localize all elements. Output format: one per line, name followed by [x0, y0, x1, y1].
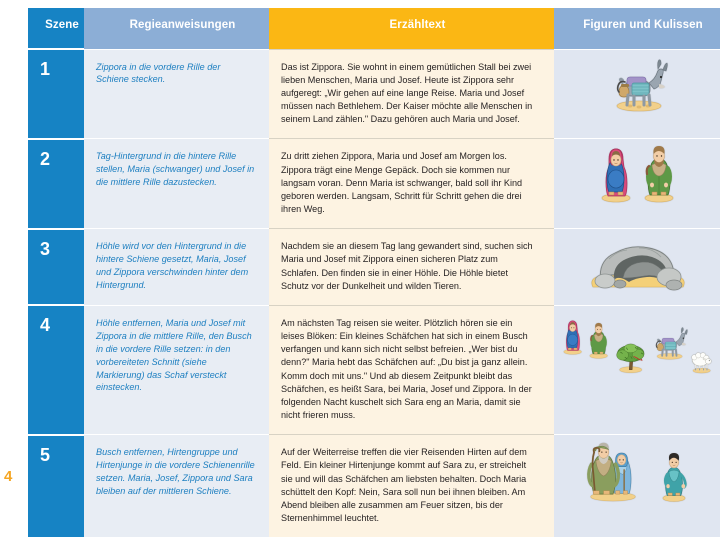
table-row: [28, 305, 720, 434]
bush-icon: [613, 334, 648, 376]
maria-pregnant-icon: [596, 143, 636, 203]
narration-text: Zu dritt ziehen Zippora, Maria und Josef am Morgen los. Zippora trägt eine Menge Gepäck. Doch sie kommen nur langsam voran. Denn Maria ist schwanger, bald soll ihr Kind geboren werden. Langsam, Schritt für Schritt gehen die drei ihren Weg.: [269, 139, 554, 229]
table-row: [28, 139, 720, 229]
scene-number: 2: [28, 139, 84, 229]
header-row: [28, 8, 720, 49]
column-header-scene: Szene: [28, 8, 84, 49]
column-header-figures: Figuren und Kulissen: [554, 8, 720, 49]
scene-number: 5: [28, 435, 84, 537]
figures-row: [554, 50, 720, 118]
shepherd-boy-icon: [657, 449, 691, 503]
cave-icon: [579, 233, 695, 291]
figures-cell: [554, 435, 720, 537]
table-header: [28, 8, 720, 49]
josef-icon: [639, 143, 679, 203]
josef-icon: [586, 314, 611, 366]
scene-table: [28, 8, 720, 537]
stage-directions: Busch entfernen, Hirtengruppe und Hirtenjunge in die vordere Schienenrille setzen. Maria, Josef, Zippora und Sara bleiben auf der mittleren Schiene.: [84, 435, 269, 537]
figures-row: [554, 229, 720, 297]
stage-directions: Höhle wird vor den Hintergrund in die hintere Schiene gesetzt, Maria, Josef und Zippora verschwinden hinter dem Hintergrund.: [84, 229, 269, 306]
figures-row: [554, 435, 720, 509]
stage-directions: Tag-Hintergrund in die hintere Rille stellen, Maria (schwanger) und Josef in die mittlere Rille dazustecken.: [84, 139, 269, 229]
figures-row: [554, 306, 720, 380]
figures-cell: [554, 305, 720, 434]
figures-cell: [554, 139, 720, 229]
maria-pregnant-icon: [560, 310, 585, 362]
sheep-sara-icon: [689, 344, 714, 376]
column-header-directions: Regieanweisungen: [84, 8, 269, 49]
column-header-narration: Erzähltext: [269, 8, 554, 49]
figures-row: [554, 139, 720, 209]
narration-text: Nachdem sie an diesem Tag lang gewandert sind, suchen sich Maria und Josef mit Zippora einen sicheren Platz zum Schlafen. Den finden sie in einer Höhle. Die Höhle bietet Schutz vor der Dunkelheit und wilden Tieren.: [269, 229, 554, 306]
figures-cell: [554, 49, 720, 139]
shepherd-group-icon: [583, 439, 643, 503]
donkey-with-luggage-icon: [649, 320, 688, 364]
table-body: [28, 49, 720, 537]
page-number: 4: [4, 468, 13, 485]
narration-text: Das ist Zippora. Sie wohnt in einem gemütlichen Stall bei zwei lieben Menschen, Maria und Josef. Heute ist Zippora sehr aufgeregt: „Wir gehen auf eine lange Reise. Maria und Josef müssen nach Bethlehem. Der Kaiser möchte alle Menschen in seinem Land zählen." Dazu gehören auch Maria und Josef.: [269, 49, 554, 139]
table-row: [28, 229, 720, 306]
stage-directions: Zippora in die vordere Rille der Schiene stecken.: [84, 49, 269, 139]
donkey-with-luggage-icon: [606, 54, 668, 112]
table-row: [28, 435, 720, 537]
table-row: [28, 49, 720, 139]
scene-number: 4: [28, 305, 84, 434]
narration-text: Am nächsten Tag reisen sie weiter. Plötzlich hören sie ein leises Blöken: Ein kleines Schäfchen hat sich in einem Busch verfangen und kann sich nicht selbst befreien. „Wer bist du denn?" Maria hebt das Schäfchen auf: „Du bist ja ganz allein. Komm doch mit uns." Und ab diesem Zeitpunkt bleibt das Schäfchen, es heißt Sara, bei Maria, Josef und Zippora. In der folgenden Nacht kuschelt sich Sara eng an Maria, damit sie nicht frieren muss.: [269, 305, 554, 434]
scene-number: 1: [28, 49, 84, 139]
figures-cell: [554, 229, 720, 306]
stage-directions: Höhle entfernen, Maria und Josef mit Zippora in die mittlere Rille, den Busch in die vordere Rille setzen: in den vorbereiteten Schnitt (siehe Markierung) das Schaf versteckt einstecken.: [84, 305, 269, 434]
narration-text: Auf der Weiterreise treffen die vier Reisenden Hirten auf dem Feld. Ein kleiner Hirtenjunge kommt auf Sara zu, er streichelt sie und will das Schäfchen am liebsten behalten. Doch Maria schüttelt den Kopf: Nein, Sara soll nun bei ihnen bleiben. Am Abend bleiben alle zusammen am Feuer sitzen, bis der Sternenhimmel leuchtet.: [269, 435, 554, 537]
scene-number: 3: [28, 229, 84, 306]
